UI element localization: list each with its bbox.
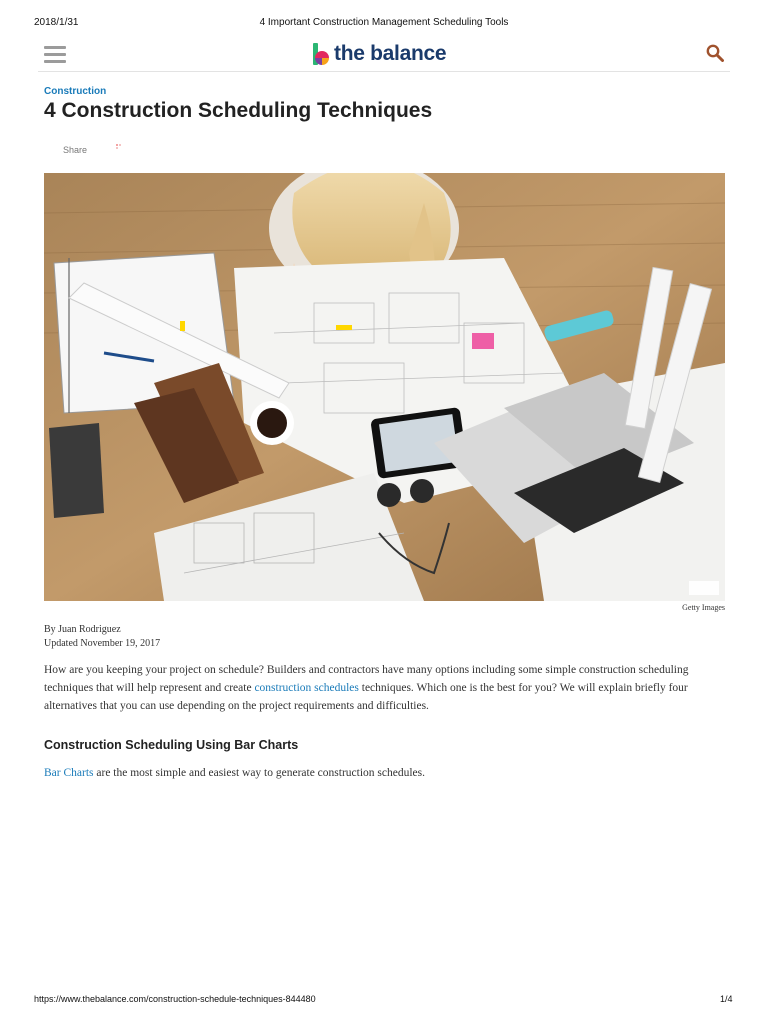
- hero-image: [44, 173, 725, 601]
- intro-text-2: techniques. Which one is the best for you? We will explain briefly four alternatives that you can use depending on the project requirements and difficulties.: [44, 682, 688, 712]
- article-title: 4 Construction Scheduling Techniques: [44, 99, 433, 122]
- category-link[interactable]: Construction: [44, 86, 107, 97]
- intro-paragraph: [44, 661, 724, 715]
- hamburger-menu-icon[interactable]: [44, 46, 66, 64]
- search-icon[interactable]: [706, 44, 724, 62]
- share-button[interactable]: Share: [63, 145, 88, 155]
- bar-charts-link[interactable]: Bar Charts: [44, 767, 94, 779]
- print-footer-page: 1/4: [720, 994, 733, 1004]
- print-header-title: 4 Important Construction Management Scheduling Tools: [259, 17, 509, 28]
- intro-text-1: How are you keeping your project on schedule? Builders and contractors have many options including some simple construction scheduling techniques that will help represent and create: [44, 664, 689, 694]
- logo-mark-icon: [312, 43, 330, 65]
- site-logo[interactable]: [312, 41, 446, 67]
- section-paragraph: [44, 764, 724, 782]
- section-heading: Construction Scheduling Using Bar Charts: [44, 738, 299, 752]
- construction-schedules-link[interactable]: construction schedules: [254, 682, 359, 694]
- share-more-icon[interactable]: [116, 144, 123, 151]
- updated-date: Updated November 19, 2017: [44, 638, 161, 649]
- byline: By Juan Rodriguez: [44, 624, 121, 635]
- section-text: are the most simple and easiest way to generate construction schedules.: [93, 767, 425, 779]
- logo-text: the balance: [334, 42, 447, 65]
- print-footer-url: https://www.thebalance.com/construction-schedule-techniques-844480: [34, 994, 316, 1004]
- header-divider: [38, 71, 730, 72]
- image-credit: Getty Images: [682, 603, 725, 612]
- print-header-date: 2018/1/31: [34, 17, 79, 28]
